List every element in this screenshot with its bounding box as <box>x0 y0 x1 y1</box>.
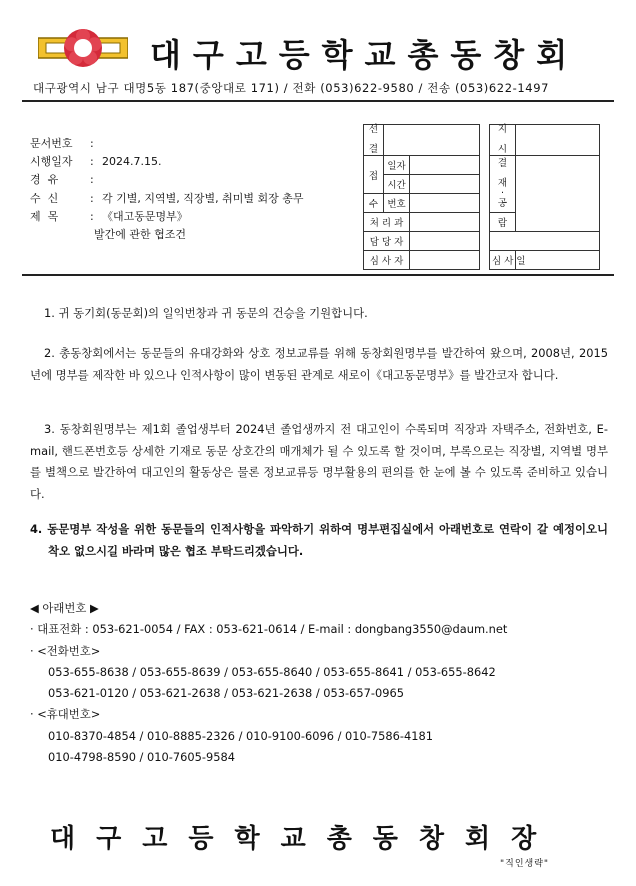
via-label: 경 유 <box>30 173 59 187</box>
approval-simsaja: 심 사 자 <box>364 251 410 270</box>
organization-name: 대구고등학교총동창회 <box>150 36 580 74</box>
phone-line-1: 053-655-8638 / 053-655-8639 / 053-655-8640 / 053-655-8641 / 053-655-8642 <box>48 664 496 679</box>
approval-cheorigwa-value <box>410 213 480 232</box>
recipient-label: 수 신 <box>30 191 59 205</box>
contact-section <box>30 598 507 768</box>
date-value: 2024.7.15. <box>102 155 162 169</box>
seal-omitted-note: "직인생략" <box>500 859 550 869</box>
approval-damdangja: 담 당 자 <box>364 232 410 251</box>
approval-signature-cell <box>384 125 480 156</box>
address-line: 대구광역시 남구 대명5동 187(중앙대로 171) / 전화 (053)622-9580 / 전송 (053)622-1497 <box>33 81 550 95</box>
approval-beonho: 번호 <box>384 194 410 213</box>
paragraph-2: 2. 총동창회에서는 동문들의 유대강화와 상호 정보교류를 위해 동창회원명부를 발간하여 왔으며, 2008년, 2015년에 명부를 제작한 바 있으나 인적사항이 많이 변동된 관계로 새로이《대고동문명부》를 발간코자 합니다. <box>30 346 608 382</box>
approval-cheorigwa: 처 리 과 <box>364 213 410 232</box>
approval-sigan-value <box>410 175 480 194</box>
paragraph-4: 4. 동문명부 작성을 위한 동문들의 인적사항을 파악하기 위하여 명부편집실에서 아래번호로 연락이 갈 예정이오니 착오 없으시길 바라며 많은 협조 부탁드리겠습니다. <box>30 522 608 558</box>
contact-main-line: · 대표전화 : 053-621-0054 / FAX : 053-621-0614 / E-mail : dongbang3550@daum.net <box>30 622 508 637</box>
approval-ilja-value <box>410 156 480 175</box>
approval-table <box>363 124 600 270</box>
paragraph-1: 1. 귀 동기회(동문회)의 일익번창과 귀 동문의 건승을 기원합니다. <box>44 306 368 320</box>
document-meta: 문서번호 : 시행일자 : 2024.7.15. 경 유 : 수 신 : 각 기별, 지역별, 직장별, 취미별 회장 총무 제 목 : 《대고동문명부》 발간에 관한 협조건 <box>30 135 303 244</box>
mobile-line-1: 010-8370-4854 / 010-8885-2326 / 010-9100-6096 / 010-7586-4181 <box>48 728 433 743</box>
approval-gyeol-jae: 결 재 · 공 <box>490 156 516 213</box>
approval-ji-si-value <box>516 125 600 156</box>
approval-simsail: 심 사 일 <box>490 251 516 270</box>
approval-sigan: 시간 <box>384 175 410 194</box>
association-logo <box>38 28 128 68</box>
subject-line1: 《대고동문명부》 <box>102 209 188 223</box>
phone-heading: · <전화번호> <box>30 643 101 658</box>
recipient-value: 각 기별, 지역별, 직장별, 취미별 회장 총무 <box>102 191 304 205</box>
mobile-line-2: 010-4798-8590 / 010-7605-9584 <box>48 750 235 765</box>
approval-damdangja-value <box>410 232 480 251</box>
approval-gyeol-jae-value <box>516 156 600 232</box>
mobile-heading: · <휴대번호> <box>30 707 101 722</box>
subject-line2: 발간에 관한 협조건 <box>94 227 187 241</box>
approval-ram: 람 <box>490 213 516 232</box>
doc-number-label: 문서번호 <box>30 137 73 150</box>
approval-ram-value <box>490 232 600 251</box>
approval-simsaja-value <box>410 251 480 270</box>
approval-ilja: 일자 <box>384 156 410 175</box>
subject-label: 제 목 <box>30 209 59 223</box>
section-divider <box>22 274 614 276</box>
approval-beonho-value <box>410 194 480 213</box>
date-label: 시행일자 <box>30 155 73 169</box>
phone-line-2: 053-621-0120 / 053-621-2638 / 053-621-2638 / 053-657-0965 <box>48 686 405 701</box>
approval-ji-si: 지 시 <box>490 125 516 156</box>
signature-title: 대구고등학교총동창회장 <box>50 824 558 854</box>
approval-jeop: 접 <box>364 156 384 194</box>
header-divider <box>22 100 614 102</box>
contact-heading: ◀ 아래번호 ▶ <box>30 601 99 615</box>
approval-gap <box>480 125 490 270</box>
approval-su: 수 <box>364 194 384 213</box>
paragraph-3: 3. 동창회원명부는 제1회 졸업생부터 2024년 졸업생까지 전 대고인이 수록되며 직장과 자택주소, 전화번호, E-mail, 핸드폰번호등 상세한 기재로 동문 상호간의 매개체가 될 수 있도록 할 것이며, 부록으로는 직장별, 지역별 명부를 별책으로 발간하여 대고인의 활동상은 물론 정보교류등 명부활용의 편의를 한 눈에 볼 수 있도록 준비하고 있습니다. <box>30 422 608 501</box>
approval-simsail-value <box>516 251 600 270</box>
approval-seon-gyeol: 선 결 <box>364 125 384 156</box>
